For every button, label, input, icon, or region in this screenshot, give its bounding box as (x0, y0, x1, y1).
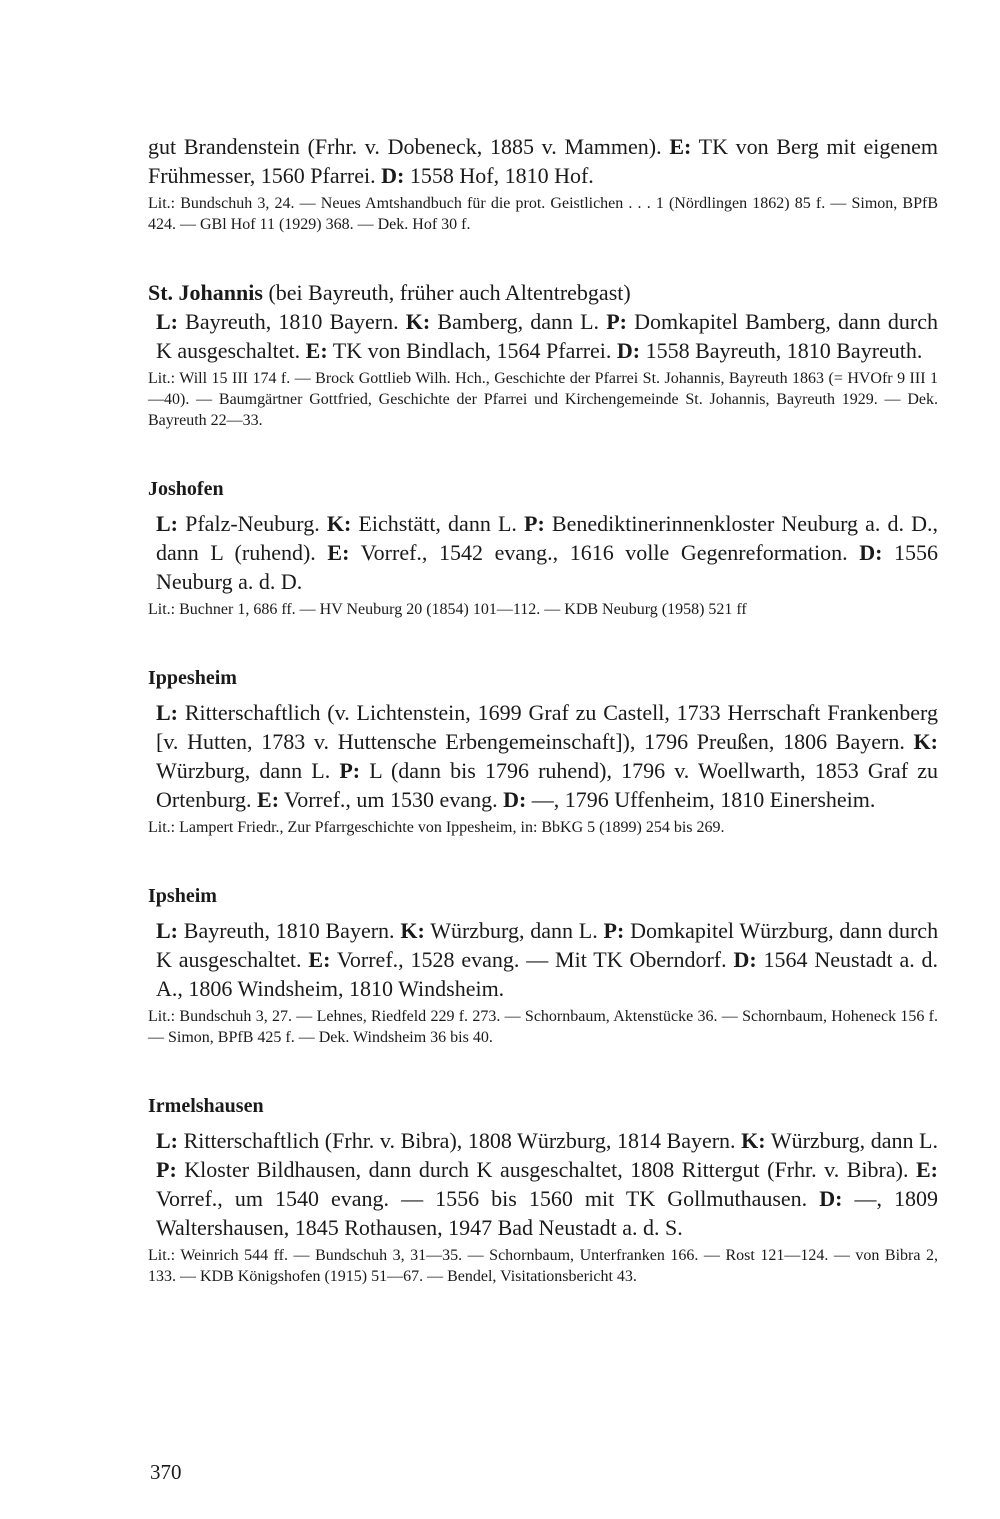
entry-subtitle: (bei Bayreuth, früher auch Altentrebgast) (268, 280, 631, 305)
l-label: L: (156, 1128, 178, 1153)
continued-entry-text (148, 132, 938, 190)
d-text: 1558 Bayreuth, 1810 Bayreuth. (645, 338, 923, 363)
entry-heading (148, 279, 938, 307)
entry-literature: Lit.: Weinrich 544 ff. — Bundschuh 3, 31—35. — Schornbaum, Unterfranken 166. — Rost 121—124. — von Bibra 2, 133. — KDB Königshofen (1915) 51—67. — Bendel, Visitationsbericht 43. (148, 1247, 938, 1285)
entry-irmelshausen (148, 1092, 938, 1287)
e-text: TK von Bindlach, 1564 Pfarrei. (332, 338, 612, 363)
continued-text: gut Brandenstein (Frhr. v. Dobeneck, 1885 v. Mammen). (148, 134, 662, 159)
entry-body (148, 307, 938, 365)
k-text: Würzburg, dann L. (770, 1128, 938, 1153)
d-text: 1564 Neustadt a. d. A., 1806 Windsheim, 1810 Windsheim. (156, 947, 939, 1001)
e-label: E: (916, 1157, 938, 1182)
p-label: P: (603, 918, 625, 943)
d-label: D: (733, 947, 757, 972)
page-number: 370 (150, 1460, 182, 1484)
l-text: Bayreuth, 1810 Bayern. (183, 918, 395, 943)
d-label: D: (819, 1186, 843, 1211)
d-label: D: (381, 163, 405, 188)
k-text: Würzburg, dann L. (430, 918, 598, 943)
p-label: P: (524, 511, 545, 536)
p-label: P: (156, 1157, 177, 1182)
entry-title: Joshofen (148, 478, 224, 500)
d-text: 1558 Hof, 1810 Hof. (409, 163, 594, 188)
entry-body (148, 1126, 938, 1242)
entry-title: Irmelshausen (148, 1095, 264, 1117)
entry-joshofen (148, 475, 938, 620)
entry-title: Ipsheim (148, 885, 217, 907)
l-label: L: (156, 511, 178, 536)
k-label: K: (741, 1128, 766, 1153)
e-text: Vorref., 1528 evang. — Mit TK Oberndorf. (336, 947, 727, 972)
e-label: E: (257, 787, 280, 812)
entry-literature: Lit.: Bundschuh 3, 27. — Lehnes, Riedfeld 229 f. 273. — Schornbaum, Aktenstücke 36. — Schornbaum, Hoheneck 156 f. — Simon, BPfB 425 f. — Dek. Windsheim 36 bis 40. (148, 1008, 938, 1046)
p-text: L (dann bis 1796 ruhend), 1796 v. Woellwarth, 1853 Graf zu Ortenburg. (156, 758, 939, 812)
e-text: TK von Berg mit eigenem Frühmesser, 1560 Pfarrei. (148, 134, 938, 188)
k-text: Eichstätt, dann L. (358, 511, 517, 536)
k-text: Würzburg, dann L. (156, 758, 331, 783)
entry-body (148, 509, 938, 596)
e-text: Vorref., um 1540 evang. — 1556 bis 1560 mit TK Gollmuthausen. (156, 1186, 808, 1211)
l-label: L: (156, 309, 178, 334)
l-text: Ritterschaftlich (Frhr. v. Bibra), 1808 Würzburg, 1814 Bayern. (183, 1128, 736, 1153)
entry-literature: Lit.: Will 15 III 174 f. — Brock Gottlieb Wilh. Hch., Geschichte der Pfarrei St. Johannis, Bayreuth 1863 (= HVOfr 9 III 1—40). — Baumgärtner Gottfried, Geschichte der Pfarrei und Kirchengemeinde St. Johannis, Bayreuth 1929. — Dek. Bayreuth 22—33. (148, 370, 938, 429)
e-label: E: (327, 540, 350, 565)
e-text: Vorref., 1542 evang., 1616 volle Gegenreformation. (360, 540, 848, 565)
l-text: Pfalz-Neuburg. (185, 511, 320, 536)
k-label: K: (405, 309, 431, 334)
d-text: 1556 Neuburg a. d. D. (156, 540, 939, 594)
p-label: P: (606, 309, 627, 334)
d-text: —, 1809 Waltershausen, 1845 Rothausen, 1947 Bad Neustadt a. d. S. (156, 1186, 939, 1240)
entry-body (148, 916, 938, 1003)
d-label: D: (859, 540, 883, 565)
l-text: Ritterschaftlich (v. Lichtenstein, 1699 Graf zu Castell, 1733 Herrschaft Frankenberg [v. Hutten, 1783 v. Huttensche Erbengemeinschaft]), 1796 Preußen, 1806 Bayern. (156, 700, 938, 754)
k-text: Bamberg, dann L. (437, 309, 600, 334)
l-label: L: (156, 918, 178, 943)
entry-ipsheim (148, 882, 938, 1048)
continued-literature: Lit.: Bundschuh 3, 24. — Neues Amtshandbuch für die prot. Geistlichen . . . 1 (Nördlingen 1862) 85 f. — Simon, BPfB 424. — GBl Hof 11 (1929) 368. — Dek. Hof 30 f. (148, 195, 938, 233)
k-label: K: (326, 511, 352, 536)
p-label: P: (339, 758, 361, 783)
entry-literature: Lit.: Lampert Friedr., Zur Pfarrgeschichte von Ippesheim, in: BbKG 5 (1899) 254 bis 269. (148, 819, 725, 836)
d-label: D: (616, 338, 641, 363)
l-label: L: (156, 700, 178, 725)
e-label: E: (308, 947, 331, 972)
entry-body (148, 698, 938, 814)
page-content (148, 132, 938, 1287)
entry-literature: Lit.: Buchner 1, 686 ff. — HV Neuburg 20 (1854) 101—112. — KDB Neuburg (1958) 521 ff (148, 601, 747, 618)
l-text: Bayreuth, 1810 Bayern. (185, 309, 399, 334)
p-text: Kloster Bildhausen, dann durch K ausgeschaltet, 1808 Rittergut (Frhr. v. Bibra). (184, 1157, 909, 1182)
entry-title: St. Johannis (148, 280, 263, 305)
e-text: Vorref., um 1530 evang. (284, 787, 498, 812)
entry-st-johannis (148, 279, 938, 431)
e-label: E: (669, 134, 692, 159)
k-label: K: (400, 918, 425, 943)
entry-title: Ippesheim (148, 667, 237, 689)
entry-ippesheim (148, 664, 938, 838)
p-text: Domkapitel Würzburg, dann durch K ausgeschaltet. (156, 918, 939, 972)
p-text: Benediktinerinnenkloster Neuburg a. d. D., dann L (ruhend). (156, 511, 939, 565)
p-text: Domkapitel Bamberg, dann durch K ausgeschaltet. (156, 309, 938, 363)
e-label: E: (305, 338, 328, 363)
k-label: K: (913, 729, 938, 754)
d-label: D: (503, 787, 527, 812)
d-text: —, 1796 Uffenheim, 1810 Einersheim. (531, 787, 876, 812)
